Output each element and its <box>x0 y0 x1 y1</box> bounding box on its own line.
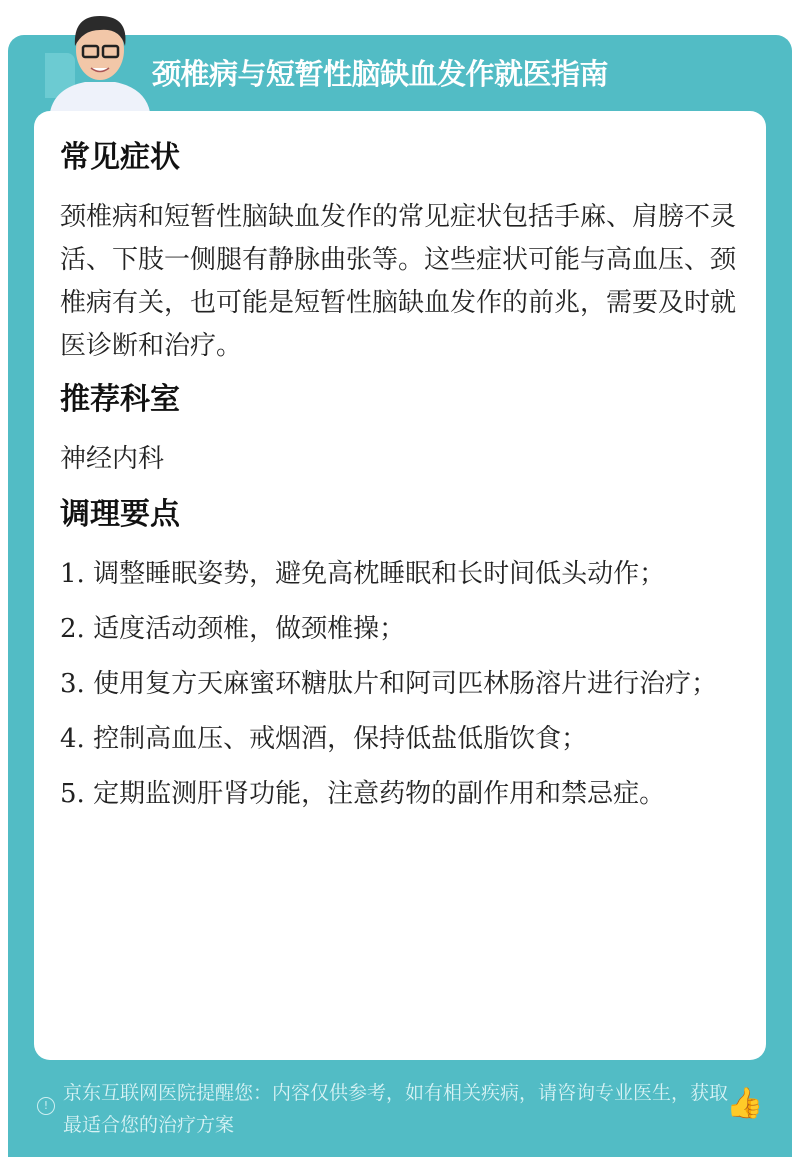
item-number: 5. <box>60 779 85 809</box>
item-number: 3. <box>60 669 85 699</box>
care-item <box>60 663 740 706</box>
item-text: 定期监测肝肾功能，注意药物的副作用和禁忌症。 <box>93 779 666 809</box>
symptoms-heading: 常见症状 <box>60 140 180 175</box>
care-item <box>60 553 740 596</box>
item-number: 4. <box>60 724 85 754</box>
department-text: 神经内科 <box>60 444 165 474</box>
info-icon: ! <box>37 1097 55 1115</box>
item-number: 2. <box>60 614 85 644</box>
doctor-avatar-icon <box>45 8 155 112</box>
item-text: 适度活动颈椎，做颈椎操； <box>93 614 406 644</box>
care-item <box>60 608 740 651</box>
item-text: 调整睡眠姿势，避免高枕睡眠和长时间低头动作； <box>93 559 666 589</box>
symptoms-text: 颈椎病和短暂性脑缺血发作的常见症状包括手麻、肩膀不灵活、下肢一侧腿有静脉曲张等。这些症状可能与高血压、颈椎病有关，也可能是短暂性脑缺血发作的前兆，需要及时就医诊断和治疗。 <box>60 202 737 361</box>
thumbs-up-icon[interactable]: 👍 <box>726 1086 764 1121</box>
content-panel <box>34 111 766 1060</box>
care-heading: 调理要点 <box>60 497 180 532</box>
item-number: 1. <box>60 559 85 589</box>
page-title: 颈椎病与短暂性脑缺血发作就医指南 <box>152 57 609 91</box>
item-text: 控制高血压、戒烟酒，保持低盐低脂饮食； <box>93 724 588 754</box>
item-text: 使用复方天麻蜜环糖肽片和阿司匹林肠溶片进行治疗； <box>93 669 718 699</box>
care-item <box>60 773 740 816</box>
care-list <box>60 553 740 816</box>
disclaimer-text: 京东互联网医院提醒您：内容仅供参考，如有相关疾病，请咨询专业医生，获取最适合您的治疗方案 <box>63 1082 729 1136</box>
care-item <box>60 718 740 761</box>
department-heading: 推荐科室 <box>60 382 180 417</box>
